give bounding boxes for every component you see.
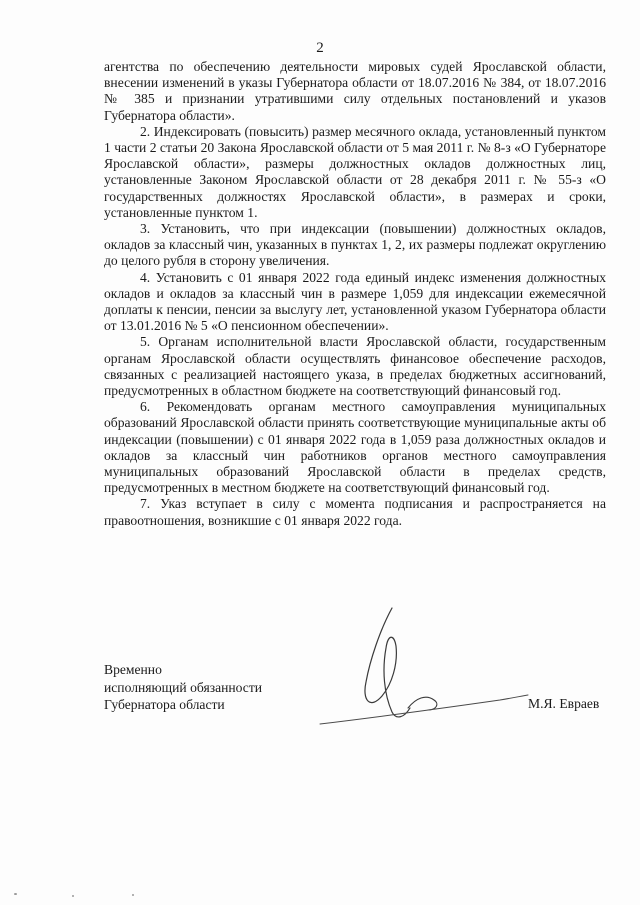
paragraph-item-3: 3. Установить, что при индексации (повышении) должностных окладов, окладов за классный чин, указанных в пунктах 1, 2, их размеры подлежат округлению до целого рубля в сторону увеличения. — [104, 221, 606, 269]
handwritten-signature — [300, 600, 530, 730]
signatory-title — [104, 661, 262, 714]
paragraph-item-7: 7. Указ вступает в силу с момента подписания и распространяется на правоотношения, возникшие с 01 января 2022 года. — [104, 496, 606, 528]
signatory-title-line: Губернатора области — [104, 697, 225, 712]
signatory-title-line: Временно — [104, 662, 162, 677]
paragraph-item-5: 5. Органам исполнительной власти Ярославской области, государственным органам Ярославской области осуществлять финансовое обеспечение расходов, связанных с реализацией настоящего указа, в пределах бюджетных ассигнований, предусмотренных в областном бюджете на соответствующий финансовый год. — [104, 334, 606, 399]
decree-body — [104, 59, 606, 529]
scan-artifact — [14, 893, 17, 895]
signatory-title-line: исполняющий обязанности — [104, 679, 263, 695]
paragraph-item-6: 6. Рекомендовать органам местного самоуправления муниципальных образований Ярославской области принять соответствующие муниципальные акты об индексации (повышении) с 01 января 2022 года в 1,059 раза должностных окладов и окладов за классный чин работников органов местного самоуправления муниципальных образований Ярославской области в пределах средств, предусмотренных в местном бюджете на соответствующий финансовый год. — [104, 399, 606, 496]
paragraph-continuation: агентства по обеспечению деятельности мировых судей Ярославской области, внесении изменений в указы Губернатора области от 18.07.2016 № 384, от 18.07.2016 № 385 и признании утратившими силу отдельных постановлений и указов Губернатора области». — [104, 59, 606, 123]
paragraph-item-4: 4. Установить с 01 января 2022 года единый индекс изменения должностных окладов и окладов за классный чин в размере 1,059 для индексации ежемесячной доплаты к пенсии, пенсии за выслугу лет, установленной указом Губернатора области от 13.01.2016 № 5 «О пенсионном обеспечении». — [104, 269, 606, 334]
scan-artifact — [132, 894, 134, 896]
signatory-name: М.Я. Евраев — [528, 696, 600, 711]
paragraph-item-2: 2. Индексировать (повысить) размер месячного оклада, установленный пунктом 1 части 2 статьи 20 Закона Ярославской области от 5 мая 2011 г. № 8-з «О Губернаторе Ярославской области», размеры должностных окладов должностных лиц, установленные Законом Ярославской области от 28 декабря 2011 г. № 55-з «О государственных должностях Ярославской области», в размерах и сроки, установленные пунктом 1. — [104, 123, 606, 220]
scan-artifact — [72, 895, 74, 897]
page-number: 2 — [316, 40, 324, 56]
